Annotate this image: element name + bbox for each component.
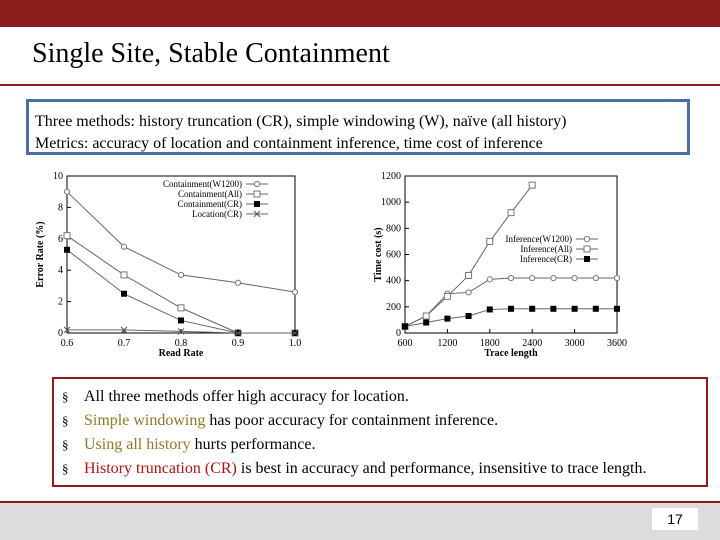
methods-box <box>26 99 690 155</box>
x-tick-label: 2400 <box>522 338 543 349</box>
y-tick-label: 600 <box>386 249 401 261</box>
data-point <box>572 306 578 312</box>
data-point <box>551 275 556 280</box>
finding-segment: All three methods offer high accuracy for location. <box>84 388 409 405</box>
data-point <box>254 201 260 207</box>
legend-label: Inference(All) <box>520 244 572 254</box>
data-point <box>254 181 259 186</box>
findings-box <box>52 377 708 487</box>
y-tick-label: 10 <box>53 171 63 182</box>
finding-text <box>84 387 409 407</box>
data-point <box>466 272 472 278</box>
y-tick-label: 2 <box>58 296 63 308</box>
x-tick-label: 1.0 <box>288 338 302 349</box>
data-point <box>235 280 240 285</box>
data-point <box>614 275 619 280</box>
bullet-marker: § <box>62 437 69 452</box>
data-point <box>423 313 429 319</box>
data-point <box>487 238 493 244</box>
error-rate-chart <box>34 168 312 364</box>
data-point <box>487 306 493 312</box>
title-divider <box>0 84 720 86</box>
finding-segment: hurts performance. <box>190 436 316 453</box>
finding-segment: Simple windowing <box>84 412 206 429</box>
data-point <box>593 306 599 312</box>
y-axis-label: Error Rate (%) <box>35 221 46 288</box>
slide-title: Single Site, Stable Containment <box>32 38 390 69</box>
data-point <box>178 317 184 323</box>
x-tick-label: 1200 <box>437 338 458 349</box>
time-cost-chart <box>358 168 640 364</box>
finding-text <box>84 459 647 479</box>
y-tick-label: 0 <box>396 328 401 339</box>
x-tick-label: 3600 <box>607 338 627 349</box>
y-axis-label: Time cost (s) <box>373 227 384 282</box>
data-point <box>508 306 514 312</box>
finding-text <box>84 435 316 455</box>
data-point <box>508 210 514 216</box>
top-accent-bar <box>0 0 720 27</box>
data-point <box>64 233 70 239</box>
data-point <box>530 275 535 280</box>
data-point <box>466 313 472 319</box>
data-point <box>444 293 450 299</box>
legend-label: Containment(CR) <box>177 199 242 209</box>
data-point <box>178 305 184 311</box>
x-tick-label: 0.8 <box>174 338 188 349</box>
data-point <box>121 291 127 297</box>
y-tick-label: 0 <box>58 328 63 339</box>
series-line <box>405 278 617 326</box>
data-point <box>508 275 513 280</box>
y-tick-label: 800 <box>386 223 401 235</box>
x-tick-label: 600 <box>397 338 413 349</box>
data-point <box>584 256 590 262</box>
finding-segment: is best in accuracy and performance, insensitive to trace length. <box>236 460 647 477</box>
x-tick-label: 0.9 <box>231 338 245 349</box>
finding-segment: History truncation (CR) <box>84 460 237 477</box>
data-point <box>292 290 297 295</box>
finding-segment: Using all history <box>84 436 191 453</box>
series-line <box>405 185 532 326</box>
data-point <box>178 272 183 277</box>
x-tick-label: 1800 <box>479 338 500 349</box>
data-point <box>529 306 535 312</box>
data-point <box>121 272 127 278</box>
data-point <box>254 191 260 197</box>
y-tick-label: 6 <box>58 233 63 245</box>
metrics-line: Metrics: accuracy of location and containment inference, time cost of inference <box>35 135 543 152</box>
data-point <box>584 236 589 241</box>
y-tick-label: 8 <box>58 202 63 214</box>
y-tick-label: 4 <box>58 265 63 277</box>
data-point <box>402 323 408 329</box>
legend-label: Containment(W1200) <box>163 179 242 189</box>
data-point <box>529 182 535 188</box>
legend-label: Inference(W1200) <box>505 234 572 244</box>
page-number: 17 <box>652 508 698 530</box>
data-point <box>614 306 620 312</box>
finding-segment: has poor accuracy for containment inference. <box>205 412 499 429</box>
data-point <box>466 290 471 295</box>
legend-label: Containment(All) <box>178 189 242 199</box>
data-point <box>593 275 598 280</box>
data-point <box>550 306 556 312</box>
x-tick-label: 0.6 <box>60 338 74 349</box>
footer-bar <box>0 503 720 540</box>
legend-label: Location(CR) <box>192 209 242 219</box>
data-point <box>444 316 450 322</box>
data-point <box>423 320 429 326</box>
bullet-marker: § <box>62 461 69 476</box>
y-tick-label: 1000 <box>381 197 401 209</box>
bullet-marker: § <box>62 413 69 428</box>
data-point <box>64 189 69 194</box>
data-point <box>572 275 577 280</box>
data-point <box>121 244 126 249</box>
x-tick-label: 3000 <box>564 338 585 349</box>
y-tick-label: 200 <box>386 301 401 313</box>
bullet-marker: § <box>62 389 69 404</box>
x-axis-label: Trace length <box>484 348 538 359</box>
methods-line: Three methods: history truncation (CR), simple windowing (W), naïve (all history) <box>35 113 567 130</box>
data-point <box>64 247 70 253</box>
legend-label: Inference(CR) <box>520 254 572 264</box>
finding-text <box>84 411 498 431</box>
x-tick-label: 0.7 <box>117 338 131 349</box>
x-axis-label: Read Rate <box>158 348 204 359</box>
data-point <box>487 277 492 282</box>
data-point <box>584 246 590 252</box>
y-tick-label: 400 <box>386 275 401 287</box>
y-tick-label: 1200 <box>381 171 401 182</box>
